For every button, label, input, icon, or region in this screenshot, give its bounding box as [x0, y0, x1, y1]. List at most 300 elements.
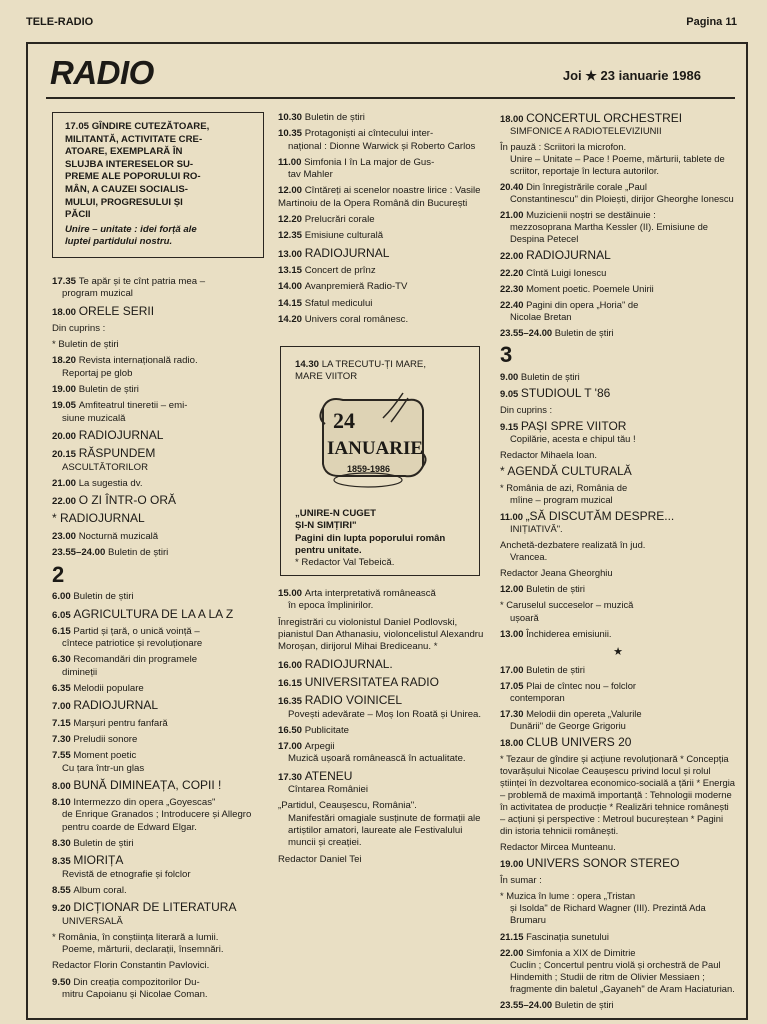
program-entry — [52, 734, 270, 746]
entry-time: 12.00 — [278, 185, 305, 197]
box-time-title: 14.30 LA TRECUTU-ȚI MARE, — [295, 359, 426, 371]
entry-title: Din creația compozitorilor Du- — [73, 976, 200, 988]
program-list — [52, 276, 270, 559]
entry-time: 12.35 — [278, 230, 305, 242]
program-entry — [500, 449, 736, 461]
entry-time: 8.10 — [52, 797, 74, 809]
program-entry — [500, 181, 736, 205]
entry-title: * Buletin de știri — [52, 339, 119, 351]
entry-time: 9.05 — [500, 387, 521, 399]
program-entry — [500, 510, 736, 535]
box-quote — [295, 508, 469, 533]
anniversary-box — [280, 346, 480, 576]
program-entry — [52, 718, 270, 730]
entry-title: O ZI ÎNTR-O ORĂ — [78, 493, 177, 508]
emblem-day: 24 — [333, 407, 355, 433]
entry-title: Arpegii — [304, 741, 335, 753]
page-title: RADIO — [50, 54, 154, 91]
program-entry — [52, 977, 270, 1002]
entry-time: 20.00 — [52, 430, 79, 442]
entry-detail: mezzosoprana Martha Kessler (II). Emisiune de Despina Petecel — [510, 221, 708, 245]
entry-detail: Muzică ușoară românească în actualitate. — [288, 753, 466, 765]
entry-title: Anchetă-dezbatere realizată în jud. — [500, 539, 646, 551]
program-list — [500, 112, 736, 339]
title-rule — [46, 97, 735, 99]
program-entry — [52, 355, 270, 380]
box-redactor: * Redactor Val Tebeică. — [295, 557, 395, 569]
entry-time: 8.35 — [52, 856, 74, 868]
program-list — [278, 588, 490, 866]
program-entry — [500, 874, 736, 886]
program-entry — [500, 465, 736, 478]
program-entry — [52, 531, 270, 543]
entry-time: 8.30 — [52, 838, 74, 850]
entry-title: Emisiune culturală — [304, 230, 384, 242]
entry-title: Redactor Mircea Munteanu. — [500, 841, 616, 853]
entry-title: PAȘI SPRE VIITOR — [520, 418, 627, 433]
entry-title: UNIVERSITATEA RADIO — [304, 674, 439, 689]
entry-time: 20.40 — [500, 181, 527, 193]
entry-detail: Povești adevărate – Moș Ion Roată și Unirea. — [288, 708, 482, 720]
entry-time: 23.55–24.00 — [500, 998, 555, 1010]
program-entry — [500, 482, 736, 506]
column-2 — [278, 108, 490, 866]
entry-detail: Cuclin ; Concertul pentru violă și orchestră de Paul Hindemith ; Studii de ritm de Olivier Messiaen ; fragmente din baletul „Gayaneh" de Aram Haciaturian. — [510, 958, 735, 994]
day-section-number: 2 — [52, 562, 65, 588]
entry-title: * Tezaur de gîndire și acțiune revoluționară * Concepția tovarășului Nicolae Ceaușescu privind locul și rolul științei în dezvoltarea economico-socială a țării * Energia – problemă de maximă importanță : Tehnologii moderne în activitatea de producție * Realizări tehnice românești – acțiuni și perspective : Metroul bucureștean * Pagini din istoria tehnicii românești. — [500, 752, 736, 837]
entry-title: Avanpremieră Radio-TV — [304, 281, 408, 293]
entry-time: 19.05 — [52, 400, 79, 412]
entry-title: Recomandări din programele — [73, 654, 198, 666]
entry-title: Univers coral românesc. — [304, 313, 409, 325]
header-left: TELE-RADIO — [26, 16, 94, 28]
entry-time: 6.30 — [52, 654, 74, 666]
entry-title: * România de azi, România de — [500, 482, 628, 494]
entry-title: În sumar : — [500, 874, 542, 886]
entry-title: Concert de prînz — [304, 264, 376, 276]
program-entry — [278, 230, 490, 242]
star-separator: ★ — [613, 645, 623, 658]
program-entry — [52, 400, 270, 425]
entry-time: 23.00 — [52, 530, 79, 542]
entry-time: 18.00 — [500, 113, 527, 124]
entry-detail: Dunării" de George Grigoriu — [510, 719, 626, 731]
program-entry — [278, 247, 490, 261]
entry-time: 22.40 — [500, 298, 527, 310]
entry-title: DICȚIONAR DE LITERATURA — [73, 900, 237, 915]
entry-detail: ușoară — [510, 611, 539, 623]
entry-title: Arta interpretativă românească — [304, 588, 436, 600]
entry-time: 9.20 — [52, 903, 74, 915]
program-entry — [500, 947, 736, 995]
program-entry — [278, 854, 490, 866]
entry-time: 8.00 — [52, 780, 74, 792]
column-3 — [500, 108, 736, 1011]
program-entry — [52, 323, 270, 335]
program-entry — [278, 265, 490, 277]
program-entry — [500, 664, 736, 676]
program-entry — [500, 371, 736, 383]
entry-title: Publicitate — [304, 724, 349, 736]
entry-time: 22.20 — [500, 266, 527, 278]
entry-title: Buletin de știri — [554, 326, 614, 338]
entry-detail: Constantinescu" din Ploiești, dirijor Gheorghe Ionescu — [510, 193, 734, 205]
entry-time: 22.00 — [500, 250, 527, 262]
entry-time: 6.00 — [52, 591, 74, 603]
entry-detail: Poeme, mărturii, declarații, însemnări. — [62, 944, 224, 956]
entry-detail: Cîntarea României — [288, 784, 368, 796]
program-entry — [52, 901, 270, 928]
program-entry — [52, 779, 270, 793]
entry-detail: program muzical — [62, 288, 133, 300]
entry-detail: și Isolda" de Richard Wagner (III). Prezintă Ada Brumaru — [510, 902, 706, 926]
entry-time: 13.00 — [500, 627, 527, 639]
entry-title: Marșuri pentru fanfară — [73, 717, 168, 729]
entry-title: RADIO VOINICEL — [304, 693, 403, 708]
entry-time: 6.15 — [52, 625, 74, 637]
entry-title: Buletin de știri — [73, 838, 134, 850]
program-entry — [52, 960, 270, 972]
entry-title: Redactor Daniel Tei — [278, 853, 362, 865]
entry-title: Moment poetic. Poemele Unirii — [526, 282, 654, 294]
program-entry — [52, 854, 270, 881]
entry-time: 13.15 — [278, 264, 305, 276]
entry-time: 7.15 — [52, 717, 74, 729]
entry-detail: cîntece patriotice și revoluționare — [62, 638, 203, 650]
entry-detail: ASCULTĂTORILOR — [62, 461, 149, 473]
program-list — [500, 371, 736, 640]
entry-time: 7.00 — [52, 701, 74, 713]
entry-time: 22.00 — [52, 496, 79, 508]
entry-title: * Caruselul succeselor – muzică — [500, 599, 634, 611]
entry-detail: contemporan — [510, 691, 565, 703]
entry-detail: de Enrique Granados ; Introducere și Allegro pentru coarde de Edward Elgar. — [62, 809, 252, 833]
entry-title: În pauză : Scriitori la microfon. — [500, 141, 627, 153]
entry-title: Din înregistrările corale „Paul — [526, 181, 647, 193]
entry-time: 7.30 — [52, 733, 74, 745]
program-entry — [278, 157, 490, 182]
program-entry — [278, 770, 490, 797]
program-entry — [500, 267, 736, 279]
program-entry — [500, 857, 736, 870]
entry-time: 6.35 — [52, 683, 74, 695]
program-entry — [500, 931, 736, 943]
program-entry — [52, 608, 270, 622]
column-1 — [52, 112, 270, 1001]
entry-title: Sfatul medicului — [304, 297, 373, 309]
program-entry — [52, 447, 270, 474]
entry-title: Melodii populare — [73, 683, 144, 695]
program-entry — [278, 617, 490, 654]
entry-time: 17.00 — [500, 663, 527, 675]
entry-time: 12.20 — [278, 214, 305, 226]
entry-time: 8.55 — [52, 884, 74, 896]
entry-detail: Revistă de etnografie și folclor — [62, 868, 191, 880]
program-entry — [278, 694, 490, 721]
text-line: MILITANTĂ, ACTIVITATE CRE- — [65, 133, 203, 145]
entry-time: 10.35 — [278, 128, 305, 140]
entry-title: Album coral. — [73, 884, 127, 896]
program-entry — [278, 741, 490, 766]
program-entry — [52, 838, 270, 850]
text-line: PREME ALE POPORULUI RO- — [65, 171, 201, 183]
program-entry — [52, 932, 270, 957]
entry-detail: siune muzicală — [62, 412, 126, 424]
program-entry — [500, 680, 736, 704]
program-entry — [278, 314, 490, 326]
program-entry — [278, 298, 490, 310]
program-entry — [500, 112, 736, 137]
program-entry — [52, 384, 270, 396]
entry-title: Din cuprins : — [52, 322, 106, 334]
box-text: Pagini din lupta poporului român pentru unitate. — [295, 532, 446, 556]
entry-time: 13.00 — [278, 248, 305, 260]
entry-time: 9.00 — [500, 370, 521, 382]
entry-title: Cîntăreți ai scenelor noastre lirice : Vasile Martinoiu de la Opera Română din București — [278, 185, 481, 209]
program-entry — [500, 404, 736, 416]
broadcast-date: Joi ★ 23 ianuarie 1986 — [562, 68, 701, 83]
entry-title: ORELE SERII — [78, 303, 155, 318]
program-list — [52, 591, 270, 1001]
entry-time: 21.15 — [500, 930, 527, 942]
entry-time: 17.35 — [52, 275, 79, 287]
text-line: luptei partidului nostru. — [65, 236, 173, 248]
entry-detail: Reportaj pe glob — [62, 367, 133, 379]
program-list — [500, 664, 736, 1011]
entry-detail: Manifestări omagiale susținute de formații ale artiștilor amatori, laureate ale Festivalului muncii și creației. — [288, 812, 481, 849]
entry-detail: tav Mahler — [288, 169, 333, 181]
program-entry — [52, 797, 270, 834]
entry-detail: mîine – program muzical — [510, 494, 613, 506]
entry-detail: mitru Capoianu și Nicolae Coman. — [62, 989, 208, 1000]
entry-title: Redactor Jeana Gheorghiu — [500, 567, 613, 579]
entry-time: 11.00 — [500, 511, 526, 523]
entry-title: * România, în conștiința literară a lumii. — [52, 931, 219, 943]
entry-title: Muzicienii noștri se destăinuie : — [526, 209, 656, 221]
entry-time: 11.00 — [278, 156, 305, 168]
entry-title: Buletin de știri — [526, 583, 585, 595]
program-entry — [500, 420, 736, 445]
entry-time: 9.50 — [52, 976, 74, 988]
program-entry — [500, 141, 736, 177]
entry-title: Simfonia a XIX de Dimitrie — [526, 946, 636, 958]
entry-title: Simfonia I în La major de Gus- — [304, 156, 435, 168]
program-entry — [52, 429, 270, 443]
entry-title: RADIOJURNAL — [73, 698, 159, 713]
entry-title: RADIOJURNAL — [304, 245, 390, 260]
entry-title: RADIOJURNAL. — [304, 656, 393, 671]
entry-detail: național : Dionne Warwick și Roberto Carlos — [288, 140, 476, 152]
program-entry — [52, 276, 270, 301]
entry-time: 20.15 — [52, 449, 79, 461]
entry-time: 17.30 — [500, 707, 527, 719]
box-time: 17.05 — [65, 121, 92, 132]
entry-title: Înregistrări cu violonistul Daniel Podlovski, pianistul Dan Athanasiu, violoncelistul Alexandru Moroșan, dirijorul Mihai Brediceanu. * — [278, 616, 484, 653]
entry-time: 12.00 — [500, 583, 527, 595]
program-entry — [500, 736, 736, 749]
entry-detail: Unire – Unitate – Pace ! Poeme, mărturii, tablete de scriitor, reportaje în lectura autorilor. — [510, 153, 725, 177]
entry-title: „Partidul, Ceaușescu, România". — [278, 800, 417, 812]
program-entry — [500, 599, 736, 623]
entry-title: CONCERTUL ORCHESTREI — [526, 111, 683, 125]
entry-title: Buletin de știri — [520, 370, 580, 382]
entry-time: 6.05 — [52, 609, 74, 621]
entry-title: Te apăr și te cînt patria mea – — [78, 275, 206, 287]
entry-time: 7.55 — [52, 750, 74, 762]
entry-title: Revista internațională radio. — [78, 355, 198, 367]
entry-title: * Muzica în lume : opera „Tristan — [500, 890, 636, 902]
program-entry — [52, 305, 270, 319]
entry-time: 17.30 — [278, 771, 305, 783]
program-list — [278, 112, 490, 326]
entry-title: CLUB UNIVERS 20 — [526, 734, 632, 749]
entry-detail: INIȚIATIVĂ". — [510, 523, 563, 535]
entry-time: 19.00 — [500, 858, 527, 870]
entry-title: BUNĂ DIMINEAȚA, COPII ! — [73, 777, 222, 792]
program-entry — [52, 885, 270, 897]
program-entry — [500, 283, 736, 295]
entry-detail: Nicolae Bretan — [510, 310, 572, 322]
entry-time: 14.15 — [278, 297, 305, 309]
program-entry — [278, 185, 490, 210]
program-entry — [500, 299, 736, 323]
entry-title: Plai de cîntec nou – folclor — [526, 679, 637, 691]
program-entry — [52, 750, 270, 775]
entry-title: * RADIOJURNAL — [52, 511, 145, 526]
entry-title: Melodii din opereta „Valurile — [526, 707, 642, 719]
entry-time: 18.20 — [52, 355, 79, 367]
entry-title: AGRICULTURA DE LA A LA Z — [73, 606, 234, 621]
entry-title: Pagini din opera „Horia" de — [526, 298, 639, 310]
program-entry — [500, 628, 736, 640]
entry-title: Închiderea emisiunii. — [526, 627, 612, 639]
entry-detail: în epoca împlinirilor. — [288, 600, 374, 612]
entry-time: 21.00 — [500, 209, 527, 221]
emblem-years: 1859-1986 — [347, 463, 391, 474]
text-line: SLUJBA INTERESELOR SU- — [65, 158, 194, 170]
entry-title: Intermezzo din opera „Goyescas" — [73, 797, 216, 809]
program-entry — [278, 725, 490, 737]
entry-time: 17.05 — [500, 679, 527, 691]
entry-time: 17.00 — [278, 741, 305, 753]
entry-title: Partid și țară, o unică voință – — [73, 625, 200, 637]
text-line: PĂCII — [65, 209, 91, 221]
entry-title: MIORIȚA — [73, 853, 124, 868]
text-line: „UNIRE-N CUGET — [295, 508, 377, 520]
program-entry — [52, 339, 270, 351]
entry-title: UNIVERS SONOR STEREO — [526, 856, 680, 871]
program-entry — [500, 583, 736, 595]
entry-title: ATENEU — [304, 768, 353, 783]
entry-title: Prelucrări corale — [304, 214, 375, 226]
entry-time: 23.55–24.00 — [52, 546, 109, 558]
program-entry — [52, 512, 270, 526]
entry-time: 15.00 — [278, 588, 305, 600]
text-line: Unire – unitate : idei forță ale — [65, 223, 197, 235]
entry-title: Buletin de știri — [78, 384, 139, 396]
entry-time: 21.00 — [52, 477, 79, 489]
highlight-box — [52, 112, 264, 258]
entry-title: RADIOJURNAL — [78, 427, 164, 442]
entry-time: 16.15 — [278, 677, 305, 689]
program-entry — [500, 567, 736, 579]
program-entry — [500, 387, 736, 400]
entry-title: RADIOJURNAL — [526, 248, 611, 263]
program-entry — [52, 683, 270, 695]
entry-title: Din cuprins : — [500, 403, 553, 415]
entry-title: Buletin de știri — [108, 546, 169, 558]
entry-time: 10.30 — [278, 112, 305, 123]
program-entry — [278, 676, 490, 690]
text-line: MÂN, A CAUZEI SOCIALIS- — [65, 183, 188, 195]
program-entry — [500, 753, 736, 837]
box-motto — [65, 224, 253, 249]
entry-title: Nocturnă muzicală — [78, 530, 159, 542]
entry-title: Preludii sonore — [73, 733, 138, 745]
entry-detail: Cu țara într-un glas — [62, 762, 145, 774]
day-section-number: 3 — [500, 341, 513, 367]
entry-time: 22.30 — [500, 282, 527, 294]
entry-title: Buletin de știri — [73, 591, 134, 603]
entry-time: 14.20 — [278, 313, 305, 325]
entry-detail: SIMFONICE A RADIOTELEVIZIUNII — [510, 125, 662, 137]
entry-detail: Vrancea. — [510, 551, 548, 563]
entry-time: 14.00 — [278, 281, 305, 293]
program-entry — [500, 999, 736, 1011]
program-entry — [500, 539, 736, 563]
program-entry — [278, 214, 490, 226]
program-entry — [278, 658, 490, 672]
entry-detail: Copilărie, acesta e chipul tău ! — [510, 432, 636, 444]
program-entry — [52, 626, 270, 651]
program-entry — [52, 654, 270, 679]
page-number: Pagina 11 — [686, 16, 737, 28]
program-entry — [500, 249, 736, 262]
entry-title: Redactor Mihaela Ioan. — [500, 448, 597, 460]
program-entry — [52, 699, 270, 713]
program-entry — [278, 112, 490, 124]
text-line: ATOARE, EXEMPLARĂ ÎN — [65, 146, 183, 158]
program-entry — [500, 327, 736, 339]
entry-time: 16.35 — [278, 696, 305, 708]
entry-title: Moment poetic — [73, 750, 137, 762]
entry-time: 19.00 — [52, 384, 79, 396]
entry-title: STUDIOUL T '86 — [520, 385, 611, 400]
entry-title: Protagoniști ai cîntecului inter- — [304, 128, 434, 140]
program-entry — [278, 128, 490, 153]
box-headline — [65, 121, 253, 222]
entry-title: Redactor Florin Constantin Pavlovici. — [52, 960, 210, 972]
entry-time: 16.00 — [278, 659, 305, 671]
text-line: MULUI, PROGRESULUI ȘI — [65, 196, 183, 208]
program-entry — [278, 588, 490, 613]
page-header — [26, 16, 741, 30]
program-entry — [52, 547, 270, 559]
entry-title: Buletin de știri — [554, 998, 614, 1010]
program-entry — [500, 708, 736, 732]
text-line: 17.05 GÎNDIRE CUTEZĂTOARE, — [65, 121, 210, 132]
text-line: ȘI-N SIMȚIRI" — [295, 520, 357, 532]
entry-title: Cîntă Luigi Ionescu — [526, 266, 607, 278]
entry-title: Amfiteatrul tineretii – emi- — [78, 400, 188, 412]
entry-detail: dimineții — [62, 666, 98, 678]
entry-title: La sugestia dv. — [78, 477, 143, 489]
entry-time: 16.50 — [278, 724, 305, 736]
entry-detail: UNIVERSALĂ — [62, 915, 123, 927]
entry-title: Fascinația sunetului — [526, 930, 609, 942]
program-entry — [500, 890, 736, 926]
entry-time: 18.00 — [500, 736, 527, 748]
